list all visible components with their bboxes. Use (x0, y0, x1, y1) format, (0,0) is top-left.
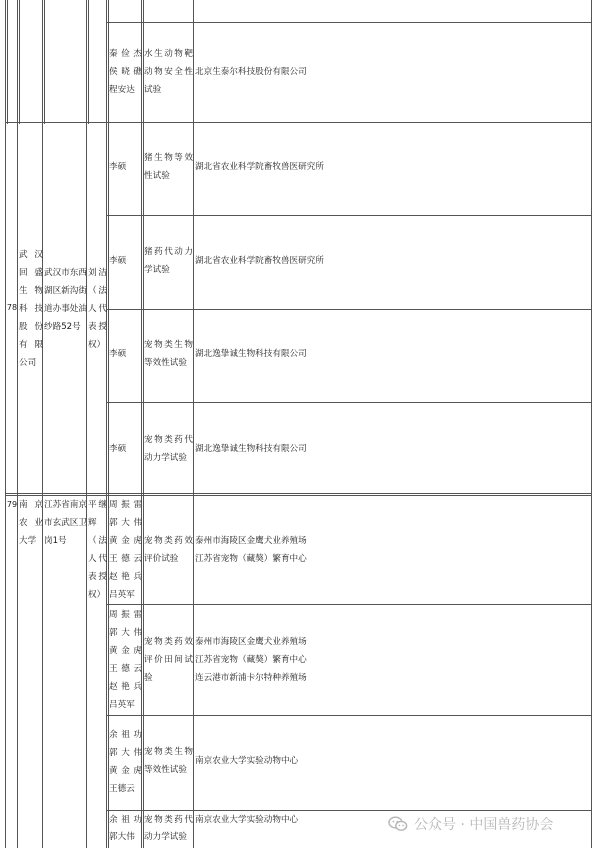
company-79-row-2-test: 宠物类药效评价田间试验 (144, 637, 193, 683)
watermark (388, 814, 553, 834)
company-78-row-3-test: 宠物类生物等效性试验 (144, 340, 193, 368)
company-78-row-4-persons: 李硕 (109, 444, 127, 454)
company-78-row-2-persons: 李硕 (109, 256, 127, 266)
company-78-row-3-persons: 李硕 (109, 349, 127, 359)
company-79-row-2-persons: 周振雷郭大伟黄金虎王德云赵艳兵吕英军 (109, 610, 142, 710)
company-79-no: 79 (6, 500, 18, 509)
company-79-row-2-site-line: 连云港市新浦卡尔特种养殖场 (195, 673, 307, 683)
company-79-legal: 平继辉（法人代表授权） (88, 500, 107, 600)
company-79-row-1-site-line: 江苏省宠物（藏獒）繁育中心 (195, 554, 307, 564)
company-79-row-1-test: 宠物类药效评价试验 (144, 536, 193, 564)
company-79-row-3-test: 宠物类生物等效性试验 (144, 747, 193, 775)
company-79-row-2-site (195, 633, 585, 687)
company-78-row-1-test: 猪生物等效性试验 (144, 153, 193, 181)
company-79-row-4-test: 宠物类药代动力学试验 (144, 815, 193, 842)
top-row-persons: 秦俭杰侯晓礁程安达 (109, 49, 142, 95)
company-78-address: 武汉市东西湖区新沟街道办事处油纱路52号 (44, 268, 87, 332)
company-79-row-1-site-line: 泰州市海陵区金鹰犬业养殖场 (195, 536, 307, 546)
company-79-row-4-persons: 余祖功郭大伟 (109, 815, 142, 842)
company-78-row-1-site: 湖北省农业科学院畜牧兽医研究所 (195, 162, 324, 172)
company-79-row-2-site-line: 江苏省宠物（藏獒）繁育中心 (195, 655, 307, 665)
company-78-legal: 刘洁（法人代表授权） (88, 268, 107, 350)
company-78-row-4-site: 湖北逸挚诚生物科技有限公司 (195, 444, 307, 454)
company-78-row-1-persons: 李硕 (109, 162, 127, 172)
company-79-row-1-persons: 周振雷郭大伟黄金虎王德云赵艳兵吕英军 (109, 500, 142, 600)
wechat-icon (388, 816, 408, 832)
top-row-site: 北京生泰尔科技股份有限公司 (195, 67, 307, 77)
company-79-row-3-site-line: 南京农业大学实验动物中心 (195, 756, 299, 766)
company-78-no: 78 (6, 303, 18, 312)
company-79-row-3-persons: 余祖功郭大伟黄金虎王德云 (109, 730, 142, 794)
company-79-row-2-site-line: 泰州市海陵区金鹰犬业养殖场 (195, 637, 307, 647)
watermark-text: 公众号 · 中国兽药协会 (414, 817, 554, 833)
company-79-name: 南京农业大学 (19, 500, 43, 546)
company-79-row-3-site (195, 752, 585, 770)
top-row-test: 水生动物靶动物安全性试验 (144, 49, 193, 95)
company-78-row-2-test: 猪药代动力学试验 (144, 247, 193, 275)
company-79-row-1-site (195, 532, 585, 568)
company-78-row-4-test: 宠物类药代动力学试验 (144, 435, 193, 463)
company-79-address: 江苏省南京市玄武区卫岗1号 (44, 500, 87, 546)
company-79-row-4-site-line: 南京农业大学实验动物中心 (195, 815, 299, 825)
company-78-row-2-site: 湖北省农业科学院畜牧兽医研究所 (195, 256, 324, 266)
company-78-row-3-site: 湖北逸挚诚生物科技有限公司 (195, 349, 307, 359)
company-78-name: 武汉回盛生物科技股份有限公司 (19, 250, 43, 368)
